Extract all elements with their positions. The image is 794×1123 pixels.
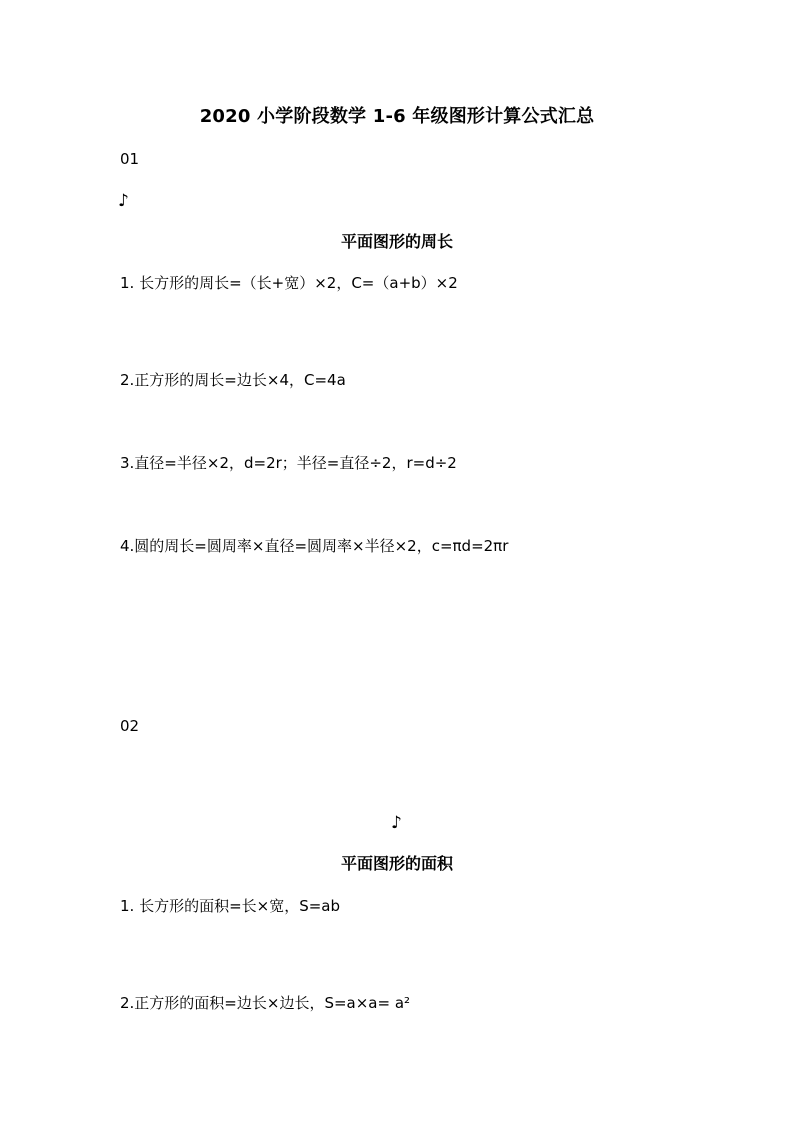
document-title: 2020 小学阶段数学 1-6 年级图形计算公式汇总 (199, 106, 595, 127)
formula-line: 1. 长方形的周长=（长+宽）×2，C=（a+b）×2 (120, 274, 458, 292)
formula-line: 1. 长方形的面积=长×宽，S=ab (120, 897, 341, 915)
section-number: 01 (120, 150, 140, 168)
section-heading: 平面图形的面积 (340, 854, 453, 873)
formula-line: 3.直径=半径×2，d=2r；半径=直径÷2，r=d÷2 (120, 454, 457, 472)
formula-line: 4.圆的周长=圆周率×直径=圆周率×半径×2，c=πd=2πr (120, 537, 509, 555)
section-number: 02 (120, 717, 140, 735)
music-note-icon: ♪ (118, 191, 129, 211)
section-heading: 平面图形的周长 (340, 232, 453, 251)
formula-line: 2.正方形的周长=边长×4，C=4a (120, 371, 346, 389)
music-note-icon: ♪ (391, 813, 402, 833)
formula-line: 2.正方形的面积=边长×边长，S=a×a= a² (120, 994, 411, 1012)
